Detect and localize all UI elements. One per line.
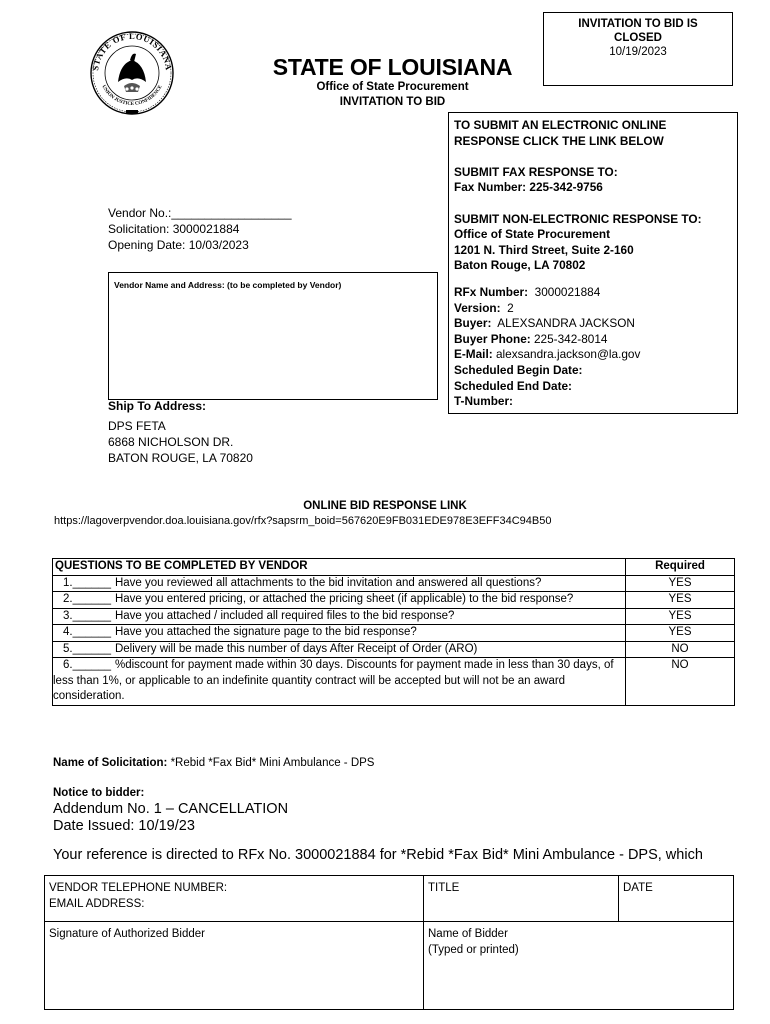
ship-to-address <box>108 418 253 466</box>
buyer-phone-label: Buyer Phone: <box>454 331 531 346</box>
email-label: E-Mail: <box>454 347 493 362</box>
address-line-3: Baton Rouge, LA 70802 <box>454 258 586 273</box>
signature-cell[interactable] <box>45 922 424 1010</box>
email-value[interactable]: alexsandra.jackson@la.gov <box>495 347 641 362</box>
scheduled-end-date: Scheduled End Date: <box>454 378 572 393</box>
ship-to-line-3: BATON ROUGE, LA 70820 <box>108 451 253 465</box>
t-number: T-Number: <box>454 394 513 409</box>
table-row <box>53 625 735 642</box>
question-text: %discount for payment made within 30 days. Discounts for payment made in less than 30 days, of less than 1%, or applicable to an indefinite quantity contract will be accepted but will not be an award consideration. <box>53 659 614 702</box>
document-type: INVITATION TO BID <box>339 96 446 108</box>
solicitation-name <box>53 757 374 769</box>
date-issued: Date Issued: 10/19/23 <box>53 818 195 834</box>
question-cell[interactable] <box>53 641 626 658</box>
table-row <box>53 641 735 658</box>
online-bid-title: ONLINE BID RESPONSE LINK <box>303 500 467 512</box>
required-value: YES <box>626 575 735 592</box>
electronic-line-1: TO SUBMIT AN ELECTRONIC ONLINE <box>454 118 667 132</box>
table-row <box>45 922 734 1010</box>
bidder-name-cell[interactable] <box>424 922 734 1010</box>
ship-to-line-1: DPS FETA <box>108 419 166 433</box>
question-cell[interactable] <box>53 658 626 706</box>
table-row <box>45 876 734 922</box>
fax-number: Fax Number: 225-342-9756 <box>454 180 603 195</box>
questions-header: QUESTIONS TO BE COMPLETED BY VENDOR <box>53 559 626 576</box>
opening-date: Opening Date: 10/03/2023 <box>108 238 249 252</box>
question-number[interactable]: 3.______ <box>63 609 111 622</box>
question-cell[interactable] <box>53 625 626 642</box>
signature-label: Signature of Authorized Bidder <box>49 928 205 940</box>
question-number[interactable]: 2.______ <box>63 593 111 605</box>
required-value: NO <box>626 641 735 658</box>
vendor-telephone-label: VENDOR TELEPHONE NUMBER: <box>49 882 228 894</box>
buyer-phone-row <box>454 332 732 348</box>
solicitation-name-label: Name of Solicitation: <box>53 757 168 769</box>
bidder-name-label: Name of Bidder <box>428 928 508 940</box>
rfx-label: RFx Number: <box>454 284 529 299</box>
scheduled-begin-date: Scheduled Begin Date: <box>454 362 583 377</box>
nonelectronic-title: SUBMIT NON-ELECTRONIC RESPONSE TO: <box>454 211 702 226</box>
question-number[interactable]: 4.______ <box>63 626 111 638</box>
question-number[interactable]: 1.______ <box>63 576 111 589</box>
vendor-number: Vendor No.:__________________ <box>108 206 292 220</box>
closed-line-1: INVITATION TO BID IS <box>578 18 698 30</box>
table-row <box>53 575 735 592</box>
date-label: DATE <box>623 882 653 894</box>
vendor-contact-cell[interactable] <box>45 876 424 922</box>
bid-closed-notice <box>543 12 733 86</box>
vendor-questions-table <box>52 558 735 706</box>
fax-title: SUBMIT FAX RESPONSE TO: <box>454 164 618 179</box>
closed-date: 10/19/2023 <box>609 46 667 58</box>
question-number[interactable]: 5.______ <box>63 642 111 655</box>
addendum-title: Addendum No. 1 – CANCELLATION <box>53 801 289 817</box>
buyer-label: Buyer: <box>454 316 492 331</box>
rfx-value: 3000021884 <box>534 284 601 299</box>
seal-bottom-text: UNION JUSTICE CONFIDENCE <box>100 84 164 107</box>
office-name: Office of State Procurement <box>316 81 469 93</box>
question-text: Have you attached / included all required files to the bid response? <box>114 609 455 622</box>
submission-info-box <box>448 112 738 414</box>
required-value: YES <box>626 592 735 609</box>
title-cell[interactable] <box>424 876 619 922</box>
date-cell[interactable] <box>619 876 734 922</box>
buyer-phone-value: 225-342-8014 <box>533 331 608 346</box>
question-text: Have you reviewed all attachments to the bid invitation and answered all questions? <box>114 576 542 589</box>
louisiana-state-seal-icon <box>80 30 184 116</box>
question-cell[interactable] <box>53 575 626 592</box>
required-value: YES <box>626 625 735 642</box>
table-row <box>53 592 735 609</box>
table-header-row <box>53 559 735 576</box>
vendor-name-address-box[interactable] <box>108 272 438 400</box>
ship-to-title: Ship To Address: <box>108 399 207 413</box>
signature-table <box>44 875 734 1010</box>
question-text: Have you entered pricing, or attached the pricing sheet (if applicable) to the bid response? <box>114 593 574 605</box>
question-cell[interactable] <box>53 608 626 625</box>
solicitation-name-value: *Rebid *Fax Bid* Mini Ambulance - DPS <box>170 757 375 769</box>
question-text: Have you attached the signature page to the bid response? <box>114 626 417 638</box>
online-bid-link[interactable]: https://lagoverpvendor.doa.louisiana.gov/rfx?sapsrm_boid=567620E9FB031EDE978E3EFF34C94B50 <box>54 515 552 527</box>
typed-or-printed-label: (Typed or printed) <box>428 944 519 956</box>
page-title: STATE OF LOUISIANA <box>272 54 513 80</box>
vendor-box-label: Vendor Name and Address: (to be completed by Vendor) <box>114 280 342 290</box>
ship-to-line-2: 6868 NICHOLSON DR. <box>108 435 234 449</box>
buyer-row <box>454 316 732 332</box>
required-value: NO <box>626 658 735 706</box>
address-line-1: Office of State Procurement <box>454 227 611 242</box>
version-label: Version: <box>454 300 501 315</box>
seal-top-text: STATE OF LOUISIANA <box>90 30 175 72</box>
version-value: 2 <box>507 300 514 315</box>
electronic-line-2: RESPONSE CLICK THE LINK BELOW <box>454 133 664 148</box>
address-line-2: 1201 N. Third Street, Suite 2-160 <box>454 242 634 257</box>
version-row <box>454 301 732 317</box>
vendor-info <box>108 205 292 253</box>
required-value: YES <box>626 608 735 625</box>
email-row <box>454 347 732 363</box>
notice-label: Notice to bidder: <box>53 787 145 799</box>
reference-text: Your reference is directed to RFx No. 3000021884 for *Rebid *Fax Bid* Mini Ambulance - DPS, which <box>53 847 703 863</box>
question-text: Delivery will be made this number of days After Receipt of Order (ARO) <box>114 642 478 655</box>
required-header: Required <box>626 559 735 576</box>
table-row <box>53 658 735 706</box>
title-label: TITLE <box>428 882 460 894</box>
rfx-number-row <box>454 285 732 301</box>
solicitation-number: Solicitation: 3000021884 <box>108 222 240 236</box>
closed-line-2: CLOSED <box>614 32 662 44</box>
email-address-label: EMAIL ADDRESS: <box>49 898 145 910</box>
question-number[interactable]: 6.______ <box>63 659 111 671</box>
buyer-value: ALEXSANDRA JACKSON <box>497 316 635 331</box>
question-cell[interactable] <box>53 592 626 609</box>
table-row <box>53 608 735 625</box>
